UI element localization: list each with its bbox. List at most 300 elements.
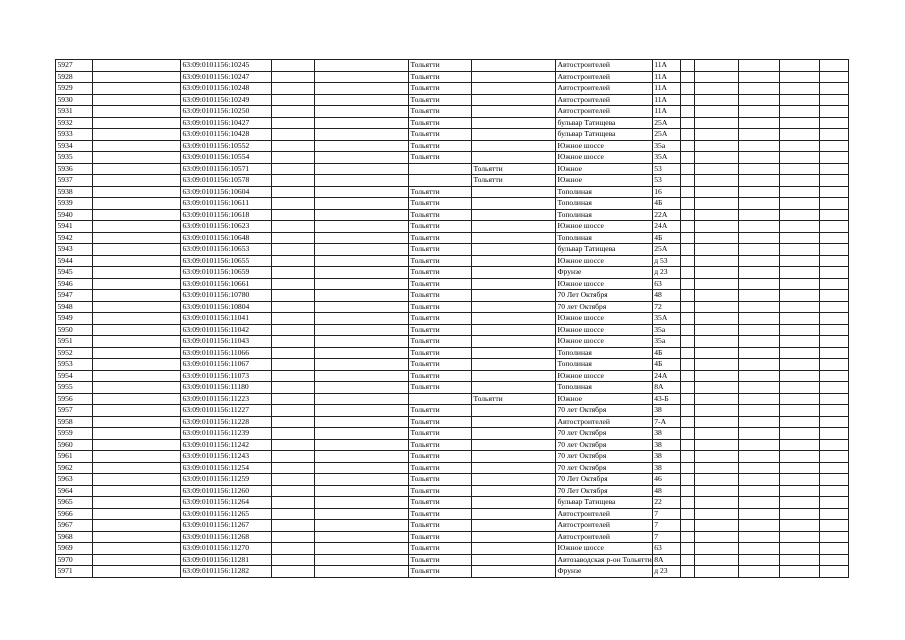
empty-cell (779, 508, 819, 520)
empty-cell (680, 393, 694, 405)
table-row (56, 554, 849, 566)
empty-cell (272, 393, 315, 405)
empty-cell (694, 83, 738, 95)
city-alt (472, 83, 556, 95)
city: Тольятти (409, 543, 472, 555)
street: Тополиная (556, 347, 653, 359)
empty-cell (315, 278, 409, 290)
house-number: 11А (652, 60, 680, 72)
empty-cell (738, 290, 779, 302)
house-number: 38 (652, 451, 680, 463)
row-number: 5931 (56, 106, 93, 118)
empty-cell (694, 221, 738, 233)
cadastral-number: 63:09:0101156:10780 (181, 290, 272, 302)
empty-cell (272, 117, 315, 129)
empty-cell (819, 278, 848, 290)
empty-cell (738, 71, 779, 83)
empty-cell (779, 474, 819, 486)
empty-cell (779, 198, 819, 210)
empty-cell (272, 129, 315, 141)
empty-cell (315, 531, 409, 543)
empty-cell (738, 416, 779, 428)
street: бульвар Татищева (556, 497, 653, 509)
empty-cell (680, 531, 694, 543)
empty-cell (779, 554, 819, 566)
street: Южное шоссе (556, 221, 653, 233)
empty-cell (272, 140, 315, 152)
empty-cell (315, 382, 409, 394)
house-number: 11А (652, 106, 680, 118)
empty-cell (680, 313, 694, 325)
empty-cell (779, 129, 819, 141)
empty-cell (738, 186, 779, 198)
empty-cell (93, 152, 181, 164)
empty-cell (93, 370, 181, 382)
house-number: 25А (652, 117, 680, 129)
city: Тольятти (409, 313, 472, 325)
empty-cell (680, 416, 694, 428)
row-number: 5935 (56, 152, 93, 164)
empty-cell (315, 244, 409, 256)
empty-cell (680, 405, 694, 417)
empty-cell (738, 60, 779, 72)
city-alt (472, 508, 556, 520)
cadastral-number: 63:09:0101156:11066 (181, 347, 272, 359)
cadastral-number: 63:09:0101156:11260 (181, 485, 272, 497)
empty-cell (680, 485, 694, 497)
house-number: 48 (652, 485, 680, 497)
street: Южное (556, 393, 653, 405)
empty-cell (315, 106, 409, 118)
empty-cell (93, 405, 181, 417)
empty-cell (694, 554, 738, 566)
cadastral-number: 63:09:0101156:11042 (181, 324, 272, 336)
house-number: 35а (652, 324, 680, 336)
city-alt (472, 416, 556, 428)
empty-cell (93, 451, 181, 463)
empty-cell (694, 152, 738, 164)
empty-cell (779, 175, 819, 187)
house-number: 7-А (652, 416, 680, 428)
empty-cell (272, 428, 315, 440)
city: Тольятти (409, 336, 472, 348)
empty-cell (779, 290, 819, 302)
cadastral-number: 63:09:0101156:10623 (181, 221, 272, 233)
empty-cell (738, 163, 779, 175)
empty-cell (819, 462, 848, 474)
empty-cell (680, 244, 694, 256)
empty-cell (272, 313, 315, 325)
empty-cell (272, 221, 315, 233)
row-number: 5947 (56, 290, 93, 302)
cadastral-number: 63:09:0101156:11265 (181, 508, 272, 520)
empty-cell (779, 336, 819, 348)
city-alt (472, 290, 556, 302)
empty-cell (819, 221, 848, 233)
empty-cell (819, 71, 848, 83)
empty-cell (315, 405, 409, 417)
empty-cell (315, 520, 409, 532)
city: Тольятти (409, 474, 472, 486)
empty-cell (819, 485, 848, 497)
cadastral-number: 63:09:0101156:11282 (181, 566, 272, 578)
row-number: 5951 (56, 336, 93, 348)
table-row (56, 129, 849, 141)
table-row (56, 175, 849, 187)
cadastral-number: 63:09:0101156:11259 (181, 474, 272, 486)
city: Тольятти (409, 94, 472, 106)
empty-cell (315, 393, 409, 405)
empty-cell (694, 117, 738, 129)
empty-cell (779, 163, 819, 175)
empty-cell (819, 336, 848, 348)
empty-cell (680, 163, 694, 175)
empty-cell (738, 382, 779, 394)
city: Тольятти (409, 60, 472, 72)
city-alt (472, 451, 556, 463)
empty-cell (694, 278, 738, 290)
table-row (56, 451, 849, 463)
city-alt (472, 278, 556, 290)
empty-cell (819, 531, 848, 543)
street: Тополиная (556, 198, 653, 210)
empty-cell (779, 531, 819, 543)
empty-cell (315, 439, 409, 451)
house-number: 46 (652, 474, 680, 486)
empty-cell (680, 140, 694, 152)
cadastral-number: 63:09:0101156:11239 (181, 428, 272, 440)
house-number: 7 (652, 531, 680, 543)
city: Тольятти (409, 531, 472, 543)
cadastral-number: 63:09:0101156:10571 (181, 163, 272, 175)
street: Автостроителей (556, 508, 653, 520)
city: Тольятти (409, 451, 472, 463)
house-number: 35А (652, 152, 680, 164)
empty-cell (93, 106, 181, 118)
empty-cell (93, 462, 181, 474)
empty-cell (819, 554, 848, 566)
city: Тольятти (409, 416, 472, 428)
empty-cell (694, 313, 738, 325)
empty-cell (694, 508, 738, 520)
city-alt: Тольятти (472, 393, 556, 405)
empty-cell (819, 359, 848, 371)
empty-cell (93, 416, 181, 428)
city-alt (472, 152, 556, 164)
city: Тольятти (409, 117, 472, 129)
empty-cell (272, 106, 315, 118)
table-row (56, 255, 849, 267)
cadastral-number: 63:09:0101156:10578 (181, 175, 272, 187)
empty-cell (819, 163, 848, 175)
empty-cell (694, 106, 738, 118)
empty-cell (680, 462, 694, 474)
row-number: 5946 (56, 278, 93, 290)
street: Автостроителей (556, 106, 653, 118)
cadastral-number: 63:09:0101156:11281 (181, 554, 272, 566)
table-row (56, 324, 849, 336)
empty-cell (819, 198, 848, 210)
city: Тольятти (409, 267, 472, 279)
empty-cell (694, 255, 738, 267)
house-number: 38 (652, 428, 680, 440)
empty-cell (93, 393, 181, 405)
empty-cell (272, 198, 315, 210)
empty-cell (315, 313, 409, 325)
city (409, 393, 472, 405)
city: Тольятти (409, 485, 472, 497)
empty-cell (93, 301, 181, 313)
city-alt (472, 324, 556, 336)
empty-cell (738, 566, 779, 578)
empty-cell (738, 428, 779, 440)
street: Южное шоссе (556, 255, 653, 267)
empty-cell (738, 359, 779, 371)
city-alt (472, 531, 556, 543)
table-body (56, 60, 849, 578)
street: 70 лет Октября (556, 451, 653, 463)
empty-cell (93, 543, 181, 555)
cadastral-number: 63:09:0101156:11270 (181, 543, 272, 555)
row-number: 5967 (56, 520, 93, 532)
city-alt (472, 244, 556, 256)
empty-cell (819, 508, 848, 520)
empty-cell (779, 267, 819, 279)
empty-cell (738, 175, 779, 187)
empty-cell (315, 221, 409, 233)
empty-cell (819, 129, 848, 141)
empty-cell (738, 520, 779, 532)
empty-cell (272, 416, 315, 428)
city-alt (472, 232, 556, 244)
table-row (56, 301, 849, 313)
empty-cell (680, 175, 694, 187)
empty-cell (93, 508, 181, 520)
empty-cell (694, 428, 738, 440)
empty-cell (819, 290, 848, 302)
empty-cell (738, 508, 779, 520)
empty-cell (93, 347, 181, 359)
street: 70 лет Октября (556, 405, 653, 417)
street: 70 Лет Октября (556, 485, 653, 497)
city: Тольятти (409, 71, 472, 83)
house-number: 16 (652, 186, 680, 198)
city: Тольятти (409, 140, 472, 152)
house-number: 11А (652, 83, 680, 95)
city (409, 163, 472, 175)
row-number: 5928 (56, 71, 93, 83)
cadastral-number: 63:09:0101156:11043 (181, 336, 272, 348)
city-alt (472, 543, 556, 555)
table-row (56, 140, 849, 152)
empty-cell (694, 267, 738, 279)
empty-cell (819, 209, 848, 221)
cadastral-number: 63:09:0101156:11228 (181, 416, 272, 428)
empty-cell (93, 324, 181, 336)
empty-cell (680, 451, 694, 463)
empty-cell (315, 117, 409, 129)
empty-cell (93, 531, 181, 543)
row-number: 5962 (56, 462, 93, 474)
row-number: 5959 (56, 428, 93, 440)
city-alt (472, 186, 556, 198)
street: 70 Лет Октября (556, 290, 653, 302)
empty-cell (272, 531, 315, 543)
city-alt (472, 439, 556, 451)
empty-cell (779, 209, 819, 221)
table-row (56, 106, 849, 118)
cadastral-number: 63:09:0101156:10604 (181, 186, 272, 198)
empty-cell (694, 129, 738, 141)
city: Тольятти (409, 370, 472, 382)
street: бульвар Татищева (556, 244, 653, 256)
city: Тольятти (409, 129, 472, 141)
empty-cell (680, 520, 694, 532)
empty-cell (738, 221, 779, 233)
city-alt (472, 428, 556, 440)
house-number: д 53 (652, 255, 680, 267)
house-number: 48 (652, 290, 680, 302)
empty-cell (738, 198, 779, 210)
street: Автостроителей (556, 416, 653, 428)
table-row (56, 428, 849, 440)
empty-cell (694, 244, 738, 256)
row-number: 5971 (56, 566, 93, 578)
empty-cell (694, 393, 738, 405)
empty-cell (694, 370, 738, 382)
row-number: 5941 (56, 221, 93, 233)
empty-cell (738, 129, 779, 141)
empty-cell (680, 278, 694, 290)
city-alt (472, 520, 556, 532)
table-row (56, 71, 849, 83)
empty-cell (315, 324, 409, 336)
empty-cell (315, 94, 409, 106)
street: 70 Лет Октября (556, 474, 653, 486)
table-row (56, 359, 849, 371)
empty-cell (680, 152, 694, 164)
street: Тополиная (556, 209, 653, 221)
house-number: 43-Б (652, 393, 680, 405)
empty-cell (779, 462, 819, 474)
city-alt (472, 255, 556, 267)
empty-cell (819, 497, 848, 509)
empty-cell (272, 474, 315, 486)
empty-cell (779, 60, 819, 72)
row-number: 5945 (56, 267, 93, 279)
city: Тольятти (409, 290, 472, 302)
house-number: 8А (652, 382, 680, 394)
empty-cell (819, 520, 848, 532)
empty-cell (93, 129, 181, 141)
empty-cell (272, 405, 315, 417)
house-number: 72 (652, 301, 680, 313)
cadastral-number: 63:09:0101156:10250 (181, 106, 272, 118)
city: Тольятти (409, 255, 472, 267)
table-row (56, 290, 849, 302)
empty-cell (819, 543, 848, 555)
empty-cell (738, 117, 779, 129)
empty-cell (694, 71, 738, 83)
street: Автостроителей (556, 531, 653, 543)
house-number: 24А (652, 370, 680, 382)
empty-cell (272, 152, 315, 164)
empty-cell (694, 347, 738, 359)
empty-cell (819, 94, 848, 106)
empty-cell (819, 405, 848, 417)
city: Тольятти (409, 244, 472, 256)
city: Тольятти (409, 462, 472, 474)
empty-cell (779, 152, 819, 164)
empty-cell (694, 209, 738, 221)
empty-cell (819, 347, 848, 359)
table-row (56, 94, 849, 106)
city: Тольятти (409, 186, 472, 198)
empty-cell (694, 186, 738, 198)
empty-cell (315, 347, 409, 359)
empty-cell (680, 255, 694, 267)
empty-cell (738, 554, 779, 566)
cadastral-number: 63:09:0101156:10247 (181, 71, 272, 83)
empty-cell (694, 301, 738, 313)
empty-cell (779, 428, 819, 440)
city-alt (472, 198, 556, 210)
cadastral-number: 63:09:0101156:11041 (181, 313, 272, 325)
row-number: 5961 (56, 451, 93, 463)
empty-cell (315, 255, 409, 267)
house-number: 4Б (652, 347, 680, 359)
empty-cell (315, 543, 409, 555)
city: Тольятти (409, 221, 472, 233)
empty-cell (779, 520, 819, 532)
city: Тольятти (409, 198, 472, 210)
empty-cell (738, 451, 779, 463)
empty-cell (694, 290, 738, 302)
street: 70 лет Октября (556, 301, 653, 313)
empty-cell (779, 255, 819, 267)
city-alt (472, 566, 556, 578)
empty-cell (738, 106, 779, 118)
empty-cell (738, 209, 779, 221)
empty-cell (315, 566, 409, 578)
street: Фрунзе (556, 267, 653, 279)
empty-cell (680, 209, 694, 221)
city: Тольятти (409, 209, 472, 221)
cadastral-number: 63:09:0101156:10618 (181, 209, 272, 221)
house-number: 25А (652, 244, 680, 256)
empty-cell (694, 439, 738, 451)
empty-cell (694, 359, 738, 371)
table-row (56, 462, 849, 474)
city (409, 175, 472, 187)
street: Автостроителей (556, 83, 653, 95)
street: Южное шоссе (556, 324, 653, 336)
city: Тольятти (409, 278, 472, 290)
empty-cell (738, 324, 779, 336)
table-row (56, 485, 849, 497)
empty-cell (93, 382, 181, 394)
empty-cell (272, 267, 315, 279)
cadastral-number: 63:09:0101156:10661 (181, 278, 272, 290)
table-row (56, 508, 849, 520)
empty-cell (315, 129, 409, 141)
row-number: 5966 (56, 508, 93, 520)
empty-cell (315, 186, 409, 198)
city-alt: Тольятти (472, 175, 556, 187)
street: Фрунзе (556, 566, 653, 578)
empty-cell (272, 163, 315, 175)
empty-cell (680, 543, 694, 555)
